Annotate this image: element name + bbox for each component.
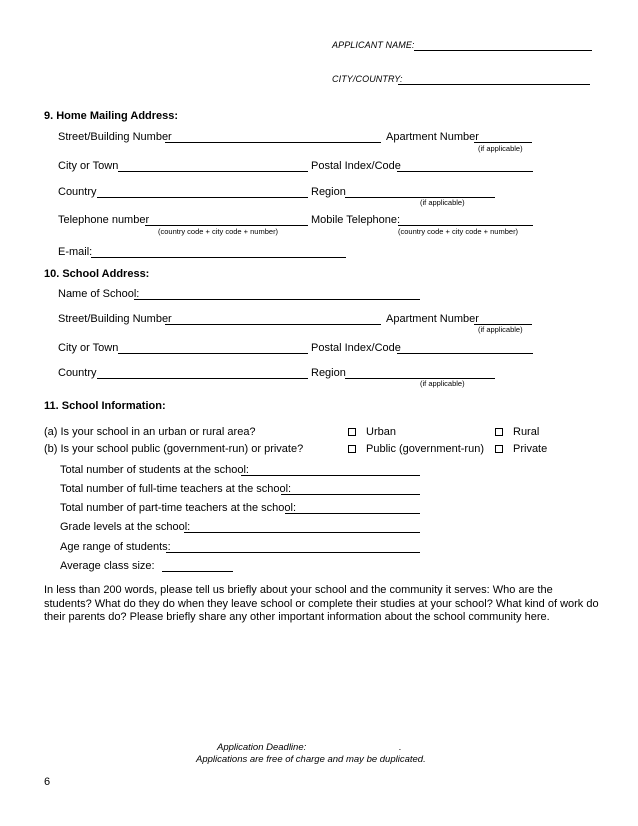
age-range-label: Age range of students: <box>60 541 171 553</box>
home-mobile-label: Mobile Telephone: <box>311 214 401 226</box>
home-mobile-field[interactable] <box>398 225 533 226</box>
grade-levels-field[interactable] <box>184 532 420 533</box>
home-city-label: City or Town <box>58 160 119 172</box>
school-name-field[interactable] <box>134 299 420 300</box>
home-telephone-label: Telephone number <box>58 214 150 226</box>
school-country-label: Country <box>58 367 97 379</box>
part-time-teachers-field[interactable] <box>285 513 420 514</box>
question-public-private: (b) Is your school public (government-run) or private? <box>44 443 304 455</box>
home-telephone-hint: (country code + city code + number) <box>158 227 279 236</box>
school-region-hint: (if applicable) <box>420 379 465 388</box>
home-telephone-field[interactable] <box>145 225 308 226</box>
school-address-heading: 10. School Address: <box>44 268 150 280</box>
average-class-size-label: Average class size: <box>60 560 155 572</box>
home-email-field[interactable] <box>91 257 346 258</box>
school-info-heading: 11. School Information: <box>44 400 166 412</box>
city-country-label: CITY/COUNTRY: <box>332 74 403 84</box>
home-email-label: E-mail: <box>58 246 93 258</box>
home-street-label: Street/Building Number <box>58 131 172 143</box>
total-students-field[interactable] <box>241 475 420 476</box>
private-checkbox[interactable] <box>495 445 503 453</box>
home-region-label: Region <box>311 186 346 198</box>
school-apartment-hint: (if applicable) <box>478 325 523 334</box>
home-postal-field[interactable] <box>397 171 533 172</box>
school-country-field[interactable] <box>97 378 308 379</box>
full-time-teachers-field[interactable] <box>281 494 420 495</box>
school-city-field[interactable] <box>118 353 308 354</box>
school-name-label: Name of School: <box>58 288 140 300</box>
rural-label: Rural <box>513 426 540 438</box>
home-street-field[interactable] <box>165 142 381 143</box>
applicant-name-label: APPLICANT NAME: <box>332 40 415 50</box>
school-apartment-label: Apartment Number <box>386 313 479 325</box>
school-street-label: Street/Building Number <box>58 313 172 325</box>
urban-label: Urban <box>366 426 396 438</box>
school-street-field[interactable] <box>165 324 381 325</box>
home-mobile-hint: (country code + city code + number) <box>398 227 519 236</box>
public-checkbox[interactable] <box>348 445 356 453</box>
school-postal-field[interactable] <box>397 353 533 354</box>
question-urban-rural: (a) Is your school in an urban or rural area? <box>44 426 256 438</box>
private-label: Private <box>513 443 548 455</box>
public-label: Public (government-run) <box>366 443 484 455</box>
essay-response-area[interactable] <box>44 628 600 738</box>
age-range-field[interactable] <box>166 552 420 553</box>
total-students-label: Total number of students at the school: <box>60 464 249 476</box>
deadline-label: Application Deadline: <box>217 742 307 753</box>
home-city-field[interactable] <box>118 171 308 172</box>
home-apartment-label: Apartment Number <box>386 131 479 143</box>
home-region-hint: (if applicable) <box>420 198 465 207</box>
average-class-size-field[interactable] <box>162 571 233 572</box>
city-country-field[interactable] <box>398 84 590 85</box>
home-apartment-field[interactable] <box>474 142 532 143</box>
page-number: 6 <box>44 776 51 788</box>
home-apartment-hint: (if applicable) <box>478 144 523 153</box>
home-country-field[interactable] <box>97 197 308 198</box>
home-postal-label: Postal Index/Code <box>311 160 401 172</box>
home-address-heading: 9. Home Mailing Address: <box>44 110 179 122</box>
rural-checkbox[interactable] <box>495 428 503 436</box>
home-country-label: Country <box>58 186 97 198</box>
school-postal-label: Postal Index/Code <box>311 342 401 354</box>
school-region-label: Region <box>311 367 346 379</box>
school-city-label: City or Town <box>58 342 119 354</box>
free-of-charge-note: Applications are free of charge and may be duplicated. <box>196 754 426 765</box>
part-time-teachers-label: Total number of part-time teachers at the school: <box>60 502 297 514</box>
urban-checkbox[interactable] <box>348 428 356 436</box>
full-time-teachers-label: Total number of full-time teachers at the school: <box>60 483 292 495</box>
deadline-dot: . <box>399 742 402 753</box>
essay-prompt: In less than 200 words, please tell us briefly about your school and the community it serves: Who are the students? What do they do when they leave school or complete their studies at your school? What kind of work do their parents do? Please briefly share any other important information about the school community here. <box>44 584 599 623</box>
grade-levels-label: Grade levels at the school: <box>60 521 191 533</box>
applicant-name-field[interactable] <box>414 50 592 51</box>
